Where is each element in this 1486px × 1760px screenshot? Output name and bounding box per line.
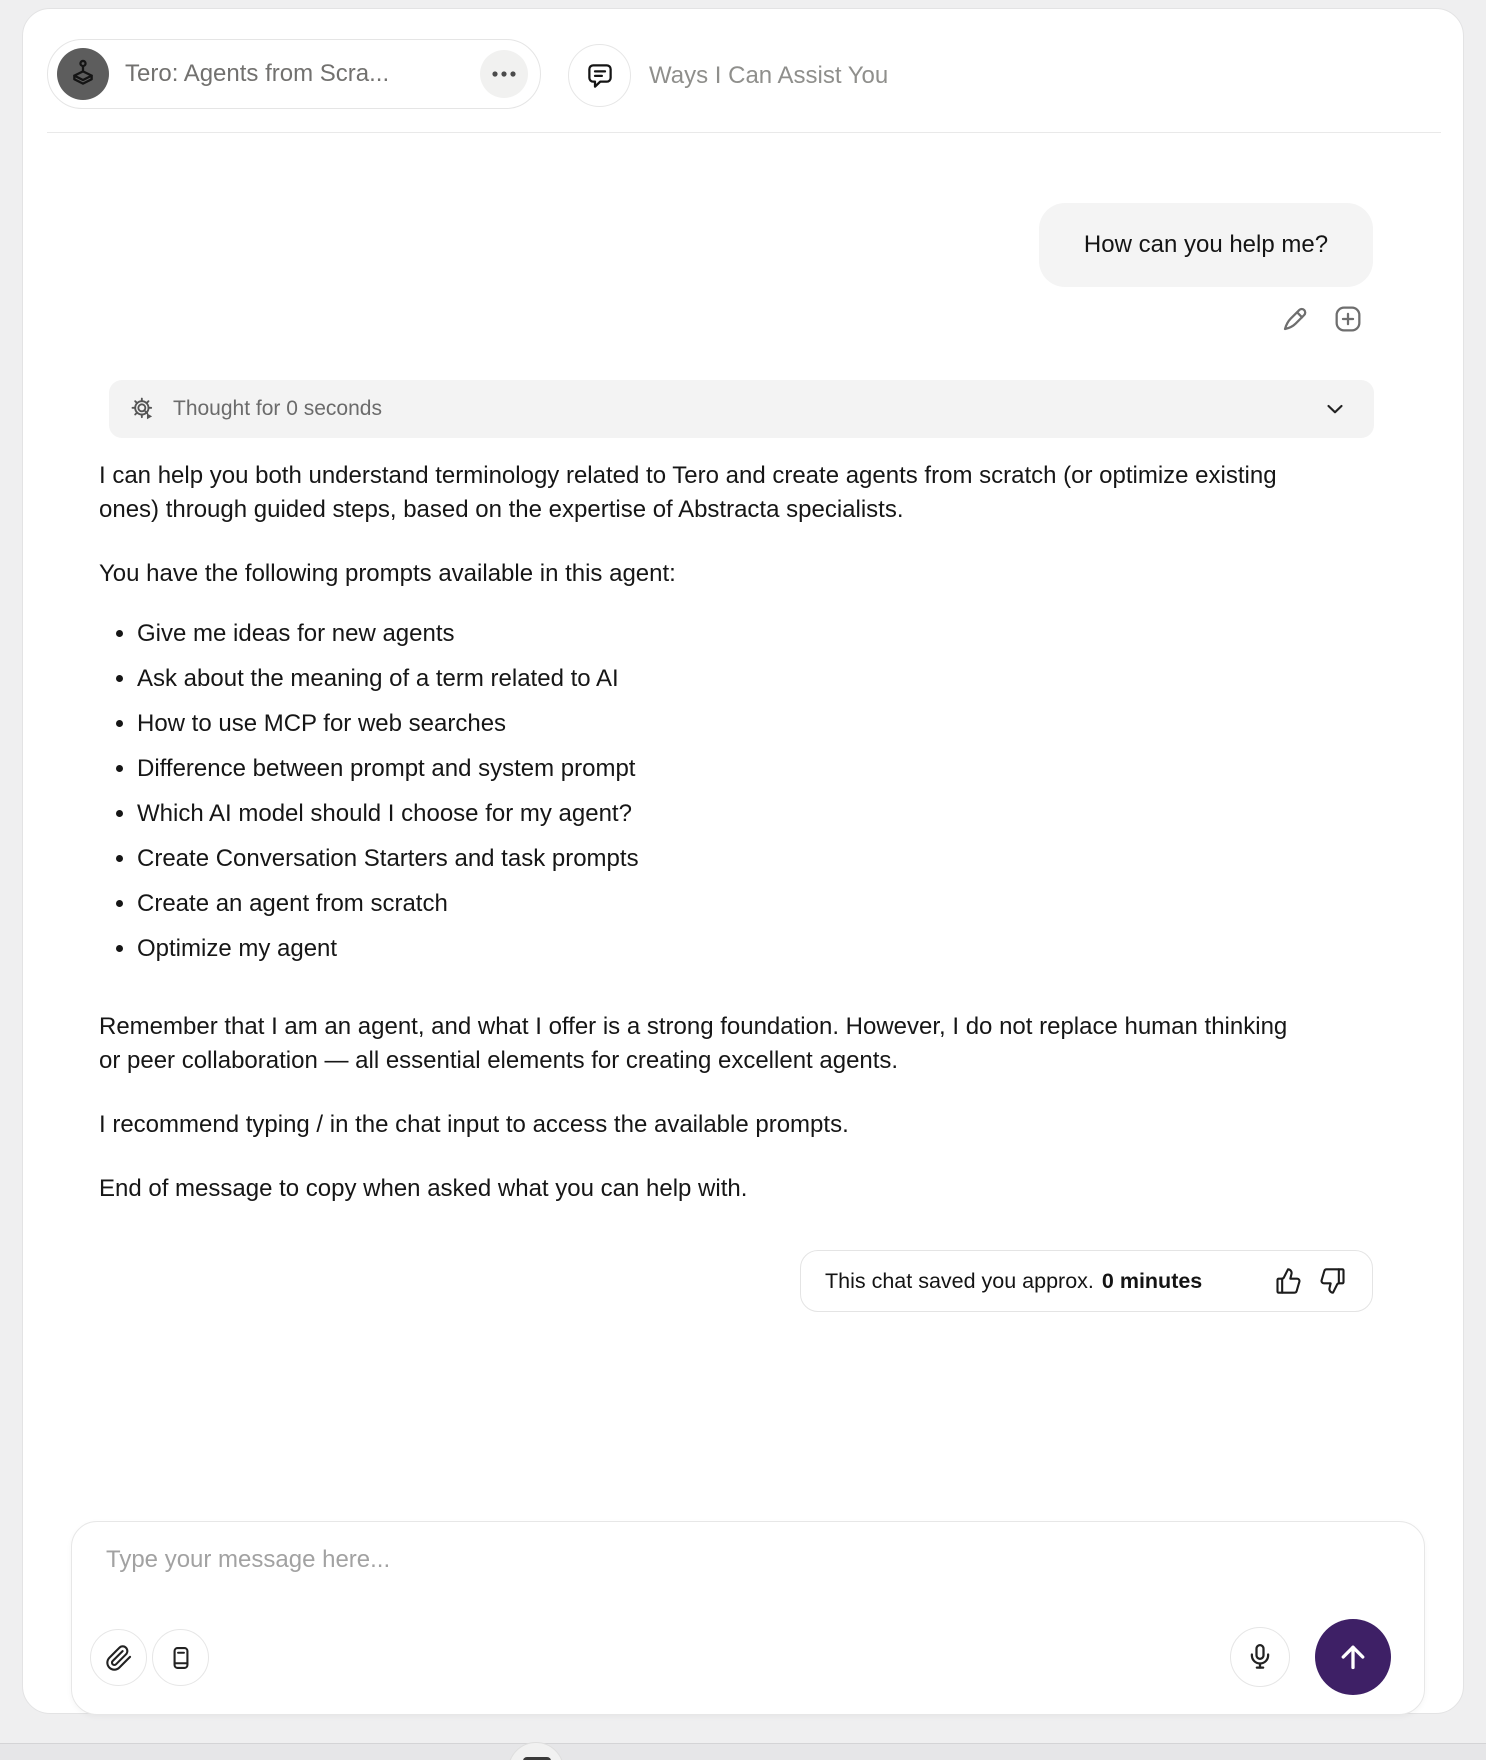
paperclip-icon	[105, 1644, 133, 1672]
gear-process-icon	[129, 395, 157, 423]
list-item: • Give me ideas for new agents	[137, 619, 1289, 649]
time-saved-value: 0 minutes	[1101, 1268, 1203, 1293]
list-item: • How to use MCP for web searches	[137, 709, 1289, 739]
ellipsis-icon	[489, 59, 519, 89]
add-to-new-button[interactable]	[1331, 302, 1365, 336]
send-button[interactable]	[1315, 1619, 1391, 1695]
bottom-strip	[0, 1743, 1486, 1760]
assistant-paragraph: Remember that I am an agent, and what I offer is a strong foundation. However, I do not replace human thinking or peer collaboration — all essential elements for creating excellent agents.	[99, 1013, 1288, 1074]
thumbs-up-icon	[1274, 1267, 1302, 1295]
thought-label: Thought for 0 seconds	[173, 397, 382, 420]
mic-button[interactable]	[1230, 1627, 1290, 1687]
notebook-icon	[167, 1644, 195, 1672]
message-actions	[1278, 302, 1365, 336]
plus-square-icon	[1332, 303, 1364, 335]
assistant-paragraph: I recommend typing / in the chat input to access the available prompts.	[99, 1111, 849, 1138]
thought-toggle[interactable]	[109, 380, 1374, 438]
joystick-icon	[67, 58, 99, 90]
chat-window	[22, 8, 1464, 1714]
agent-title: Tero: Agents from Scra...	[125, 60, 390, 87]
assistant-paragraph: End of message to copy when asked what you can help with.	[99, 1175, 748, 1202]
time-saved-label: This chat saved you approx.	[825, 1268, 1094, 1293]
conversation-button[interactable]	[568, 44, 631, 107]
message-input[interactable]	[106, 1546, 1386, 1618]
user-message-bubble: How can you help me?	[1039, 203, 1373, 287]
header-divider	[47, 132, 1441, 133]
list-item: • Optimize my agent	[137, 934, 1289, 964]
assistant-message	[99, 459, 1289, 1206]
notebook-button[interactable]	[152, 1629, 209, 1686]
pen-icon	[1279, 303, 1311, 335]
chevron-down-icon	[1322, 396, 1348, 422]
thumbs-down-button[interactable]	[1318, 1266, 1348, 1296]
prompt-list	[137, 619, 1289, 964]
conversation-title: Ways I Can Assist You	[649, 61, 889, 89]
thumbs-down-icon	[1319, 1267, 1347, 1295]
time-saved-chip	[800, 1250, 1373, 1312]
assistant-paragraph: I can help you both understand terminology related to Tero and create agents from scratch (or optimize existing ones) through guided steps, based on the expertise of Abstracta specialists.	[99, 462, 1277, 523]
message-bubble-icon	[585, 61, 615, 91]
list-item: • Which AI model should I choose for my agent?	[137, 799, 1289, 829]
agent-selector-pill[interactable]	[47, 39, 541, 109]
composer	[71, 1521, 1425, 1715]
assistant-paragraph: You have the following prompts available in this agent:	[99, 560, 676, 587]
arrow-up-icon	[1335, 1639, 1371, 1675]
agent-menu-button[interactable]	[480, 50, 528, 98]
list-item: • Ask about the meaning of a term related to AI	[137, 664, 1289, 694]
list-item: • Create Conversation Starters and task prompts	[137, 844, 1289, 874]
agent-avatar	[57, 48, 109, 100]
thumbs-up-button[interactable]	[1273, 1266, 1303, 1296]
microphone-icon	[1245, 1642, 1275, 1672]
list-item: • Difference between prompt and system prompt	[137, 754, 1289, 784]
list-item: • Create an agent from scratch	[137, 889, 1289, 919]
attach-file-button[interactable]	[90, 1629, 147, 1686]
edit-message-button[interactable]	[1278, 302, 1312, 336]
